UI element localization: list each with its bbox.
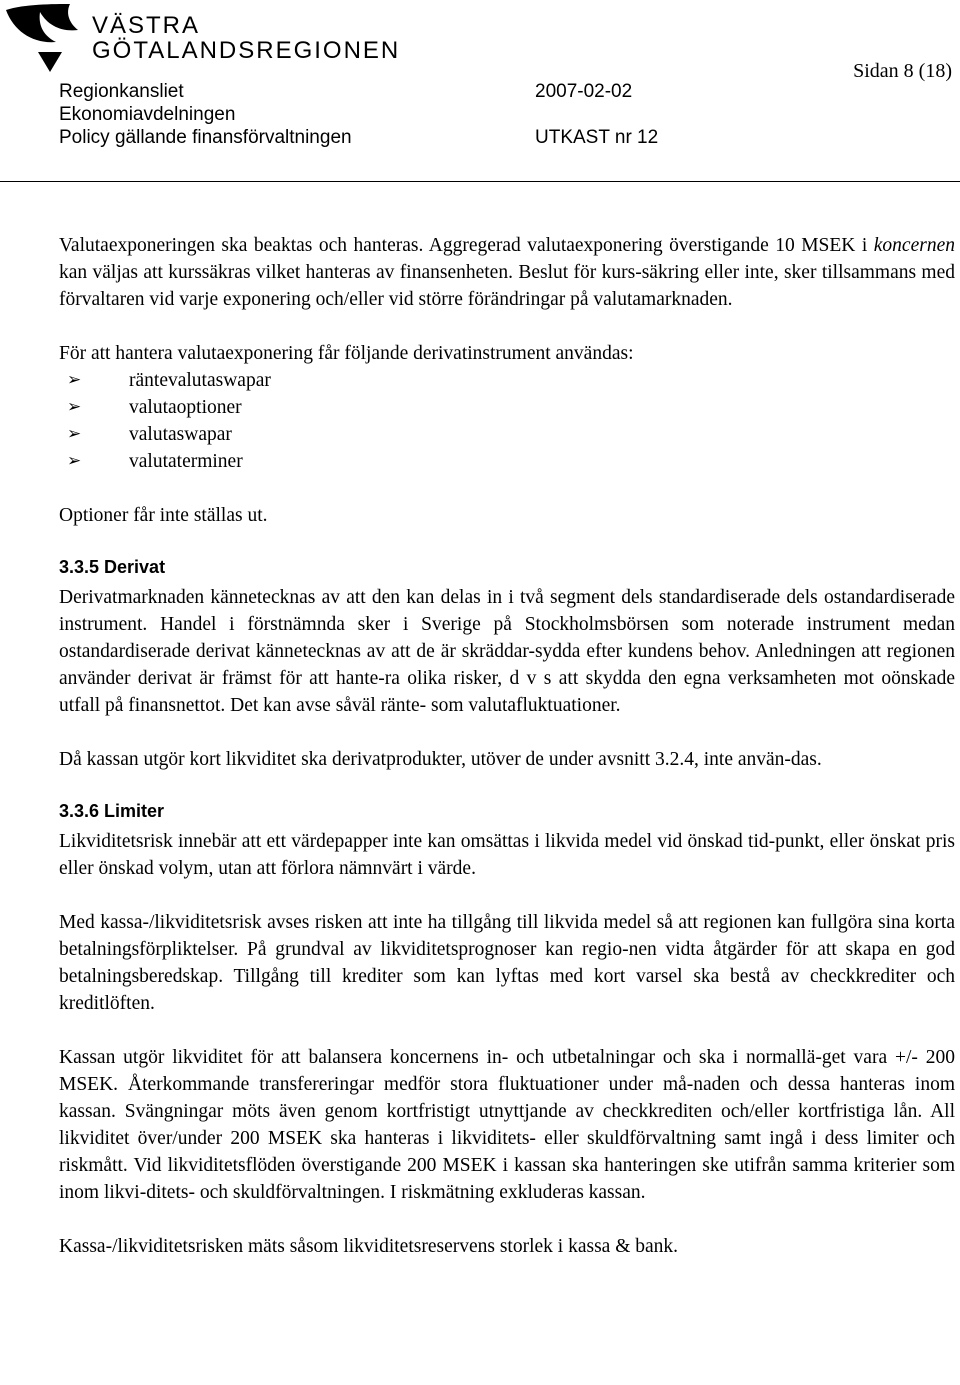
section-heading-derivat: 3.3.5 Derivat [59, 557, 166, 577]
list-item: ➢ räntevalutaswapar [59, 367, 955, 394]
header-department: Ekonomiavdelningen [59, 104, 236, 125]
emphasis-koncernen: koncernen [873, 235, 955, 256]
paragraph-kassan-derivat: Då kassan utgör kort likviditet ska derivatprodukter, utöver de under avsnitt 3.2.4, inte använ-das. [59, 749, 822, 770]
page-number: Sidan 8 (18) [853, 60, 952, 82]
section-heading-limiter: 3.3.6 Limiter [59, 801, 165, 821]
vastra-gotalandsregionen-logo [4, 2, 404, 78]
header-draft: UTKAST nr 12 [535, 127, 659, 148]
paragraph-derivat: Derivatmarknaden kännetecknas av att den kan delas in i två segment dels standardiserade dels ostandardiserade instrument. Handel i förstnämnda sker i Sverige på Stockholmsbörsen som noterade instrument medan ostandardiserade derivat kännetecknas av att de är skräddar-sydda efter kundens behov. Anledningen att regionen använder derivat är främst för att hante-ra olika risker, d v s att skydda den egna verksamheten mot oönskade utfall på finansnettot. Det kan avse såväl ränte- som valutafluktuationer. [59, 587, 955, 716]
svg-text:VÄSTRA: VÄSTRA [92, 12, 201, 39]
paragraph-kassan-likviditet: Kassan utgör likviditet för att balansera koncernens in- och utbetalningar och ska i normallä-get vara +/- 200 MSEK. Återkommande transfereringar medför stora fluktuationer under må-naden och dessa hanteras inom kassan. Svängningar möts även genom kortfristigt utnyttjande av checkkrediten och/eller kortfristiga lån. All likviditet över/under 200 MSEK ska hanteras i likviditets- eller skuldförvaltning samt ingå i dess limiter och riskmått. Vid likviditetsflöden överstigande 200 MSEK i kassan ska hanteringen ske utifrån samma kriterier som inom likvi-ditets- och skuldförvaltningen. I riskmätning exkluderas kassan. [59, 1047, 955, 1203]
derivative-instrument-list [59, 367, 955, 475]
paragraph-derivatinstrument-intro: För att hantera valutaexponering får följande derivatinstrument användas: [59, 343, 634, 364]
svg-text:GÖTALANDSREGIONEN: GÖTALANDSREGIONEN [92, 37, 401, 64]
list-item: ➢ valutaswapar [59, 421, 955, 448]
logo-triangle-icon [38, 52, 62, 72]
header-office: Regionkansliet [59, 81, 184, 102]
header-doc-title: Policy gällande finansförvaltningen [59, 127, 352, 148]
page-header [0, 0, 960, 182]
list-item: ➢ valutaoptioner [59, 394, 955, 421]
arrow-bullet-icon: ➢ [67, 370, 82, 390]
paragraph-optioner: Optioner får inte ställas ut. [59, 505, 268, 526]
arrow-bullet-icon: ➢ [67, 424, 82, 444]
paragraph-kassa-likviditetsrisk: Med kassa-/likviditetsrisk avses risken att inte ha tillgång till likvida medel så att regionen kan fullgöra sina korta betalningsförpliktelser. På grundval av likviditetsprognoser kan regio-nen vidta åtgärder för att skapa en god betalningsberedskap. Tillgång till krediter som kan lyftas med kort varsel ska bestå av checkkrediter och kreditlöften. [59, 912, 955, 1014]
document-body [59, 232, 955, 1260]
logo-swirl-icon [6, 4, 78, 42]
paragraph-likviditetsrisk: Likviditetsrisk innebär att ett värdepapper inte kan omsättas i likvida medel vid önskad tid-punkt, eller önskat pris eller önskad volym, utan att förlora nämnvärt i värde. [59, 831, 955, 879]
paragraph-likviditetsreserv: Kassa-/likviditetsrisken mäts såsom likviditetsreservens storlek i kassa & bank. [59, 1236, 679, 1257]
header-date: 2007-02-02 [535, 81, 633, 102]
arrow-bullet-icon: ➢ [67, 397, 82, 417]
paragraph-valutaexponering: Valutaexponeringen ska beaktas och hanteras. Aggregerad valutaexponering överstigande 10 MSEK i koncernen kan väljas att kurssäkras vilket hanteras av finansenheten. Beslut för kurs-säkring eller inte, sker tillsammans med förvaltaren vid varje exponering och/eller vid större förändringar på valutamarknaden. [59, 235, 955, 310]
arrow-bullet-icon: ➢ [67, 451, 82, 471]
list-item: ➢ valutaterminer [59, 448, 955, 475]
